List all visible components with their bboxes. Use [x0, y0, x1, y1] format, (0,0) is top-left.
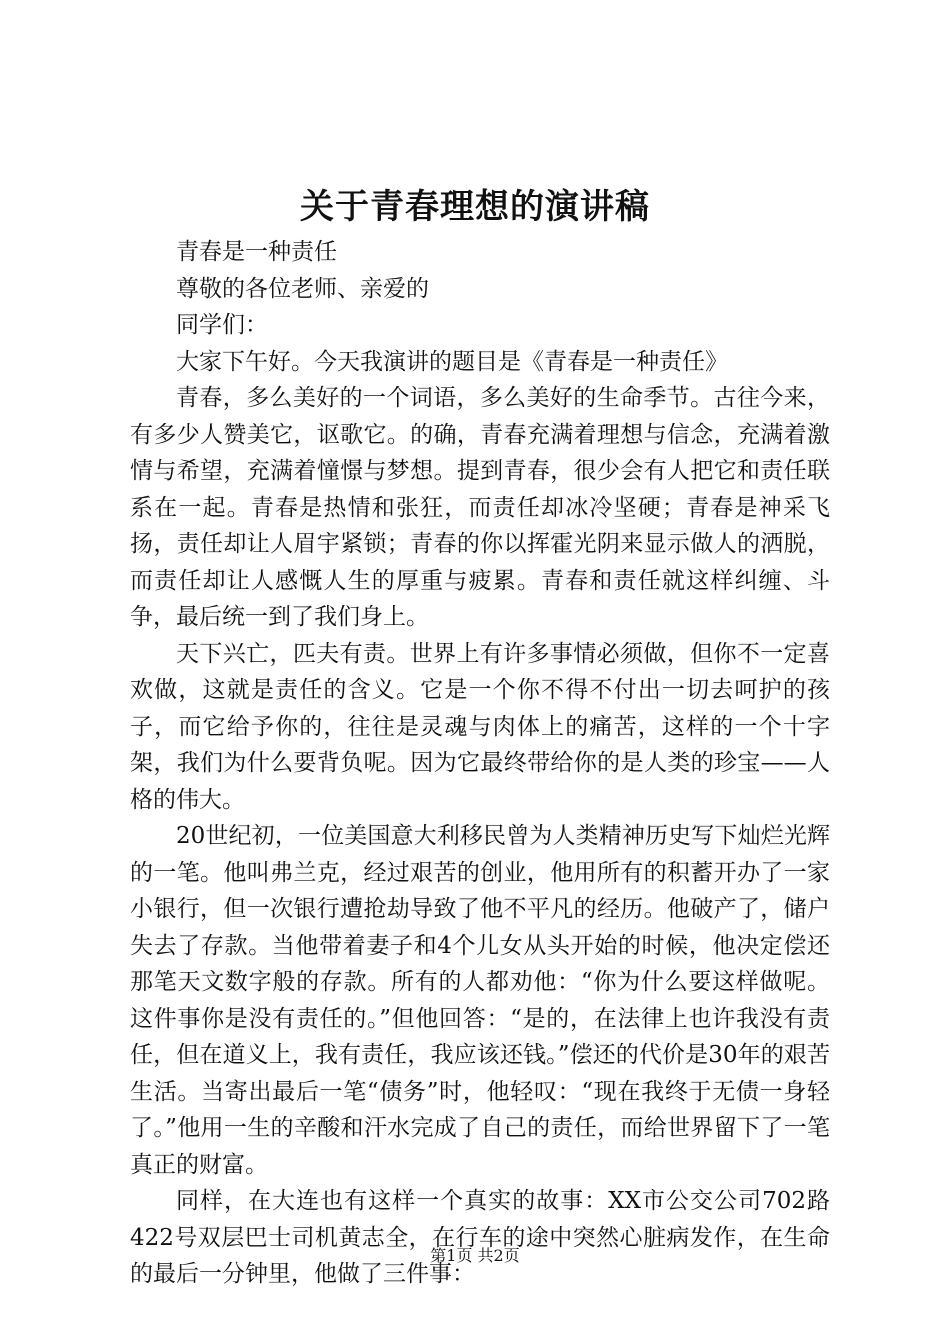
paragraph-body: 天下兴亡，匹夫有责。世界上有许多事情必须做，但你不一定喜欢做，这就是责任的含义。它是一个你不得不付出一切去呵护的孩子，而它给予你的，往往是灵魂与肉体上的痛苦，这样的一个十字架，我们为什么要背负呢。因为它最终带给你的是人类的珍宝——人格的伟大。: [130, 640, 830, 813]
paragraph-salutation-cont: 同学们：: [176, 312, 268, 338]
paragraph-greeting: 大家下午好。今天我演讲的题目是《青春是一种责任》: [176, 348, 728, 375]
paragraph-body: 同样，在大连也有这样一个真实的故事：XX市公交公司702路422号双层巴士司机黄志全，在行车的途中突然心脏病发作，在生命的最后一分钟里，他做了三件事：: [130, 1188, 830, 1287]
paragraph-salutation: 尊敬的各位老师、亲爱的: [176, 275, 429, 302]
paragraph-subtitle: 青春是一种责任: [176, 239, 337, 265]
document-title: 关于青春理想的演讲稿: [300, 187, 650, 227]
paragraph-body: 20世纪初，一位美国意大利移民曾为人类精神历史写下灿烂光辉的一笔。他叫弗兰克，经过艰苦的创业，他用所有的积蓄开办了一家小银行，但一次银行遭抢劫导致了他不平凡的经历。他破产了，储户失去了存款。当他带着妻子和4个儿女从头开始的时候，他决定偿还那笔天文数字般的存款。所有的人都劝他：“你为什么要这样做呢。这件事你是没有责任的。”但他回答：“是的，在法律上也许我没有责任，但在道义上，我有责任，我应该还钱。”偿还的代价是30年的艰苦生活。当寄出最后一笔“债务”时，他轻叹：“现在我终于无债一身轻了。”他用一生的辛酸和汗水完成了自己的责任，而给世界留下了一笔真正的财富。: [130, 823, 830, 1178]
paragraph-body: 青春，多么美好的一个词语，多么美好的生命季节。古往今来，有多少人赞美它，讴歌它。的确，青春充满着理想与信念，充满着激情与希望，充满着憧憬与梦想。提到青春，很少会有人把它和责任联系在一起。青春是热情和张狂，而责任却冰冷坚硬；青春是神采飞扬，责任却让人眉宇紧锁；青春的你以挥霍光阴来显示做人的洒脱，而责任却让人感慨人生的厚重与疲累。青春和责任就这样纠缠、斗争，最后统一到了我们身上。: [130, 385, 830, 630]
document-body: [130, 234, 830, 1293]
page-number-footer: 第1页 共2页: [430, 1246, 520, 1265]
